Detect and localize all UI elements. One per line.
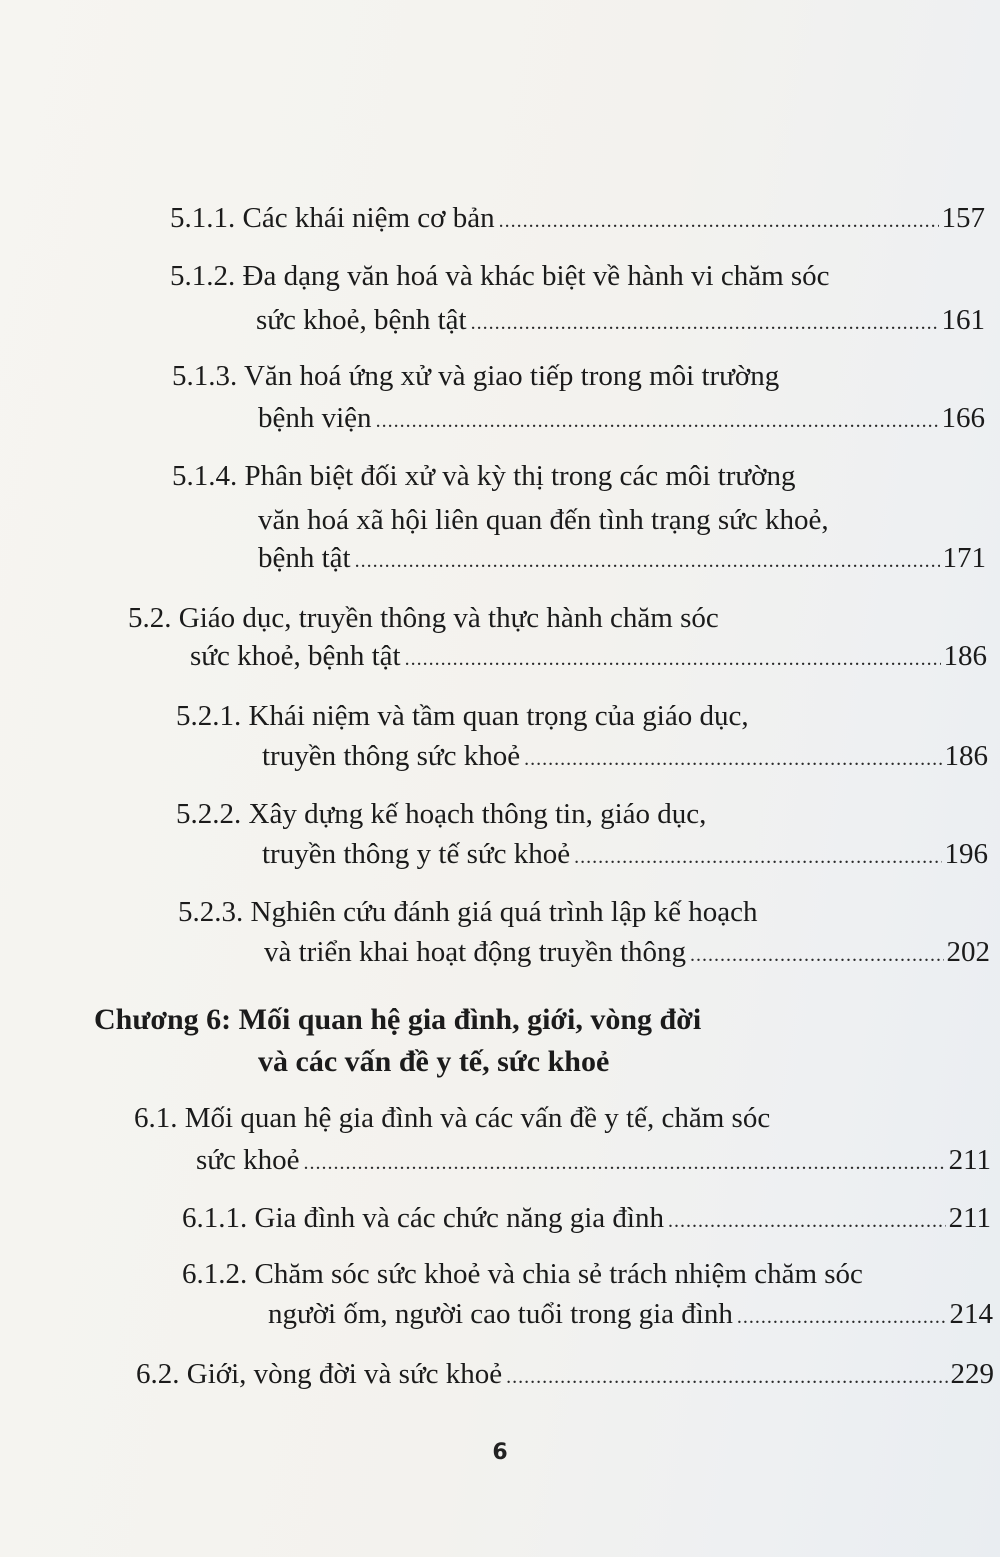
- toc-entry-5-1-2-line1: 5.1.2. Đa dạng văn hoá và khác biệt về hành vi chăm sóc: [170, 260, 830, 292]
- dot-leader: [506, 1359, 947, 1395]
- toc-page-number: 157: [941, 202, 985, 234]
- toc-entry-5-2-2-line1: 5.2.2. Xây dựng kế hoạch thông tin, giáo dục,: [176, 798, 707, 830]
- chapter-6-heading-line1: Chương 6: Mối quan hệ gia đình, giới, vòng đời: [94, 1003, 702, 1036]
- toc-page-number: 166: [941, 402, 985, 434]
- toc-page-number: 196: [944, 838, 988, 870]
- toc-entry-6-1-2: [268, 1296, 993, 1335]
- toc-entry-title: và triển khai hoạt động truyền thông: [264, 936, 687, 968]
- toc-entry-5-2-2: [262, 836, 988, 875]
- dot-leader: [524, 741, 941, 777]
- dot-leader: [737, 1299, 947, 1335]
- toc-entry-title: sức khoẻ, bệnh tật: [256, 304, 467, 336]
- toc-entry-title: 5.1.1. Các khái niệm cơ bản: [170, 202, 495, 234]
- toc-entry-5-1-3: [258, 400, 985, 439]
- toc-page-number: 229: [950, 1358, 994, 1390]
- dot-leader: [668, 1203, 946, 1239]
- toc-entry-5-1-1: [170, 200, 985, 239]
- toc-entry-title: bệnh tật: [258, 542, 351, 574]
- toc-entry-title: 6.1.1. Gia đình và các chức năng gia đình: [182, 1202, 664, 1234]
- dot-leader: [355, 543, 940, 579]
- dot-leader: [405, 641, 941, 677]
- toc-entry-5-1-2: [256, 302, 985, 341]
- toc-entry-5-1-4-line1: 5.1.4. Phân biệt đối xử và kỳ thị trong các môi trường: [172, 460, 796, 492]
- toc-page-number: 171: [942, 542, 986, 574]
- toc-page-number: 202: [946, 936, 990, 968]
- dot-leader: [376, 403, 939, 439]
- toc-entry-5-2: [190, 638, 987, 677]
- dot-leader: [574, 839, 941, 875]
- chapter-6-heading-line2: và các vấn đề y tế, sức khoẻ: [258, 1045, 610, 1078]
- toc-entry-5-2-1-line1: 5.2.1. Khái niệm và tầm quan trọng của giáo dục,: [176, 700, 749, 732]
- toc-entry-title: 6.2. Giới, vòng đời và sức khoẻ: [136, 1358, 503, 1390]
- toc-entry-6-2: [136, 1356, 994, 1395]
- toc-entry-5-1-3-line1: 5.1.3. Văn hoá ứng xử và giao tiếp trong môi trường: [172, 360, 780, 392]
- toc-entry-title: sức khoẻ: [196, 1144, 300, 1176]
- toc-entry-5-1-4-line2: văn hoá xã hội liên quan đến tình trạng sức khoẻ,: [258, 504, 829, 536]
- toc-entry-6-1-1: [182, 1200, 991, 1239]
- toc-entry-5-2-1: [262, 738, 988, 777]
- toc-entry-5-2-3-line1: 5.2.3. Nghiên cứu đánh giá quá trình lập kế hoạch: [178, 896, 758, 928]
- toc-entry-title: sức khoẻ, bệnh tật: [190, 640, 401, 672]
- toc-page-number: 186: [944, 740, 988, 772]
- toc-entry-6-1: [196, 1142, 991, 1181]
- toc-entry-title: bệnh viện: [258, 402, 372, 434]
- toc-page-number: 161: [941, 304, 985, 336]
- toc-entry-title: người ốm, người cao tuổi trong gia đình: [268, 1298, 733, 1330]
- toc-entry-title: truyền thông y tế sức khoẻ: [262, 838, 571, 870]
- page-number-folio: 6: [492, 1440, 508, 1465]
- dot-leader: [471, 305, 939, 341]
- toc-entry-5-2-3: [264, 934, 990, 973]
- toc-page-number: 211: [948, 1202, 991, 1234]
- toc-page-number: 214: [949, 1298, 993, 1330]
- toc-entry-5-2-line1: 5.2. Giáo dục, truyền thông và thực hành chăm sóc: [128, 602, 719, 634]
- toc-entry-title: truyền thông sức khoẻ: [262, 740, 521, 772]
- dot-leader: [499, 203, 939, 239]
- dot-leader: [690, 937, 943, 973]
- toc-entry-6-1-line1: 6.1. Mối quan hệ gia đình và các vấn đề y tế, chăm sóc: [134, 1102, 771, 1134]
- toc-page-number: 211: [948, 1144, 991, 1176]
- toc-entry-6-1-2-line1: 6.1.2. Chăm sóc sức khoẻ và chia sẻ trách nhiệm chăm sóc: [182, 1258, 863, 1290]
- dot-leader: [304, 1145, 946, 1181]
- toc-page-number: 186: [943, 640, 987, 672]
- toc-entry-5-1-4: [258, 540, 986, 579]
